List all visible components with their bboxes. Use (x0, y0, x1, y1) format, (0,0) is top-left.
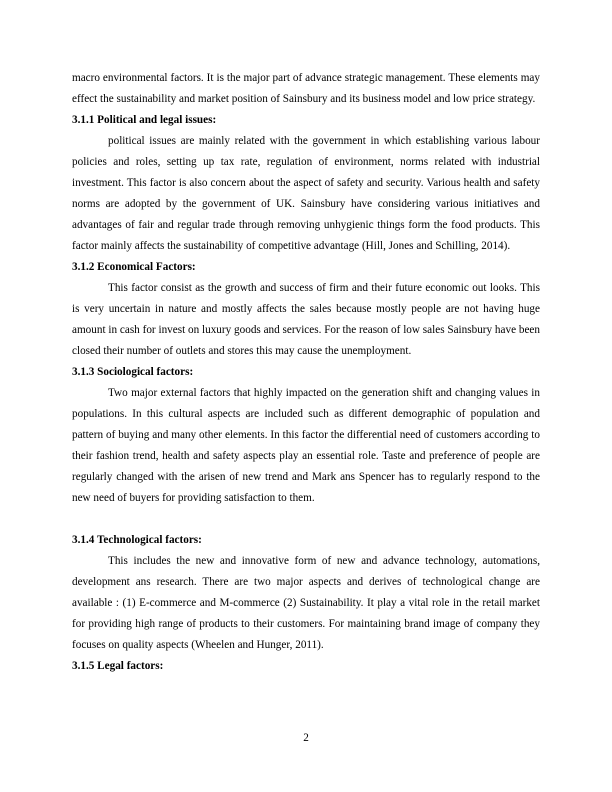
section-heading-political: 3.1.1 Political and legal issues: (72, 114, 217, 126)
section-body-technological: This includes the new and innovative form of new and advance technology, automations, development ans research. There are two major aspects and derives of technological change are available : (1) E-commerce and M-commerce (2) Sustainability. It play a vital role in the retail market for providing high range of products to their customers. For maintaining brand image of company they focuses on quality aspects (Wheelen and Hunger, 2011). (72, 555, 540, 651)
section-heading-technological: 3.1.4 Technological factors: (72, 534, 202, 546)
section-heading-legal: 3.1.5 Legal factors: (72, 660, 164, 672)
page-number: 2 (303, 732, 309, 744)
section-body-political: political issues are mainly related with the government in which establishing various labour policies and roles, setting up tax rate, regulation of environment, norms related with industrial investment. This factor is also concern about the aspect of safety and security. Various health and safety norms are adopted by the government of UK. Sainsbury have considering various initiatives and advantages of fair and regular trade through removing unhygienic things form the food products. This factor mainly affects the sustainability of competitive advantage (Hill, Jones and Schilling, 2014). (72, 135, 540, 252)
section-body-sociological: Two major external factors that highly impacted on the generation shift and changing values in populations. In this cultural aspects are included such as different demographic of population and pattern of buying and many other elements. In this factor the differential need of customers according to their fashion trend, health and safety aspects play an essential role. Taste and preference of people are regularly changed with the arisen of new trend and Mark ans Spencer has to regularly respond to the new need of buyers for providing satisfaction to them. (72, 387, 540, 504)
section-body-economical: This factor consist as the growth and success of firm and their future economic out looks. This is very uncertain in nature and mostly affects the sales because mostly people are not having huge amount in cash for invest on luxury goods and services. For the reason of low sales Sainsbury have been closed their number of outlets and stores this may cause the unemployment. (72, 282, 540, 357)
page-content (72, 68, 540, 677)
section-heading-economical: 3.1.2 Economical Factors: (72, 261, 196, 273)
blank-line (72, 509, 540, 530)
intro-paragraph: macro environmental factors. It is the major part of advance strategic management. These elements may effect the sustainability and market position of Sainsbury and its business model and low price strategy. (72, 72, 540, 105)
section-heading-sociological: 3.1.3 Sociological factors: (72, 366, 194, 378)
